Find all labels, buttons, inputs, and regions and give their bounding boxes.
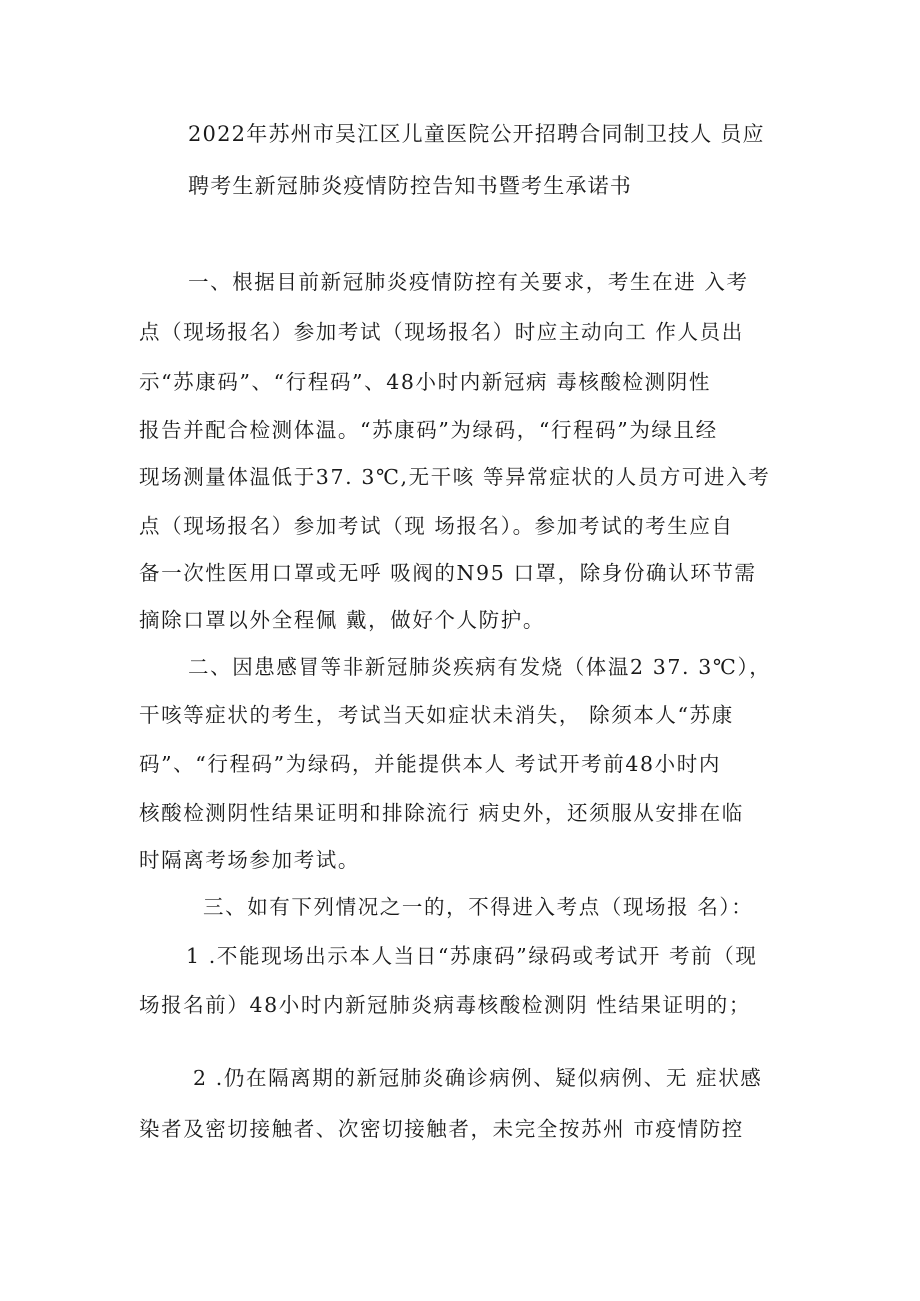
section3-item2-line-2: 染者及密切接触者、次密切接触者，未完全按苏州 市疫情防控: [139, 1117, 744, 1141]
section2-line-4: 核酸检测阴性结果证明和排除流行 病史外，还须服从安排在临: [139, 801, 744, 825]
section1-line-5: 现场测量体温低于37. 3℃,无干咳 等异常症状的人员方可进入考: [139, 465, 771, 489]
section1-line-3: 示“苏康码”、“行程码”、48小时内新冠病 毒核酸检测阴性: [139, 370, 711, 394]
section1-line-6: 点（现场报名）参加考试（现 场报名）。参加考试的考生应自: [139, 514, 734, 538]
section1-line-2: 点（现场报名）参加考试（现场报名）时应主动向工 作人员出: [139, 320, 744, 344]
section1-line-4: 报告并配合检测体温。“苏康码”为绿码，“行程码”为绿且经: [139, 418, 718, 442]
section3-heading: 三、如有下列情况之一的，不得进入考点（现场报 名）：: [203, 895, 754, 919]
section2-line-2: 干咳等症状的考生，考试当天如症状未消失， 除须本人“苏康: [139, 703, 734, 727]
document-title-line-1: 2022年苏州市吴江区儿童医院公开招聘合同制卫技人 员应: [188, 122, 765, 146]
section1-line-7: 备一次性医用口罩或无呼 吸阀的N95 口罩，除身份确认环节需: [139, 561, 757, 585]
document-title-line-2: 聘考生新冠肺炎疫情防控告知书暨考生承诺书: [188, 174, 632, 198]
section3-item1-line-1: 1 .不能现场出示本人当日“苏康码”绿码或考试开 考前（现: [186, 944, 758, 968]
section2-line-5: 时隔离考场参加考试。: [139, 848, 360, 872]
section1-line-8: 摘除口罩以外全程佩 戴，做好个人防护。: [139, 608, 545, 632]
section2-line-3: 码”、“行程码”为绿码，并能提供本人 考试开考前48小时内: [139, 752, 721, 776]
section2-line-1: 二、因患感冒等非新冠肺炎疾病有发烧（体温2 37. 3℃），: [188, 655, 772, 679]
section3-item1-line-2: 场报名前）48小时内新冠肺炎病毒核酸检测阴 性结果证明的；: [139, 993, 751, 1017]
section1-line-1: 一、根据目前新冠肺炎疫情防控有关要求，考生在进 入考: [188, 270, 749, 294]
section3-item2-line-1: 2 .仍在隔离期的新冠肺炎确诊病例、疑似病例、无 症状感: [193, 1066, 763, 1090]
